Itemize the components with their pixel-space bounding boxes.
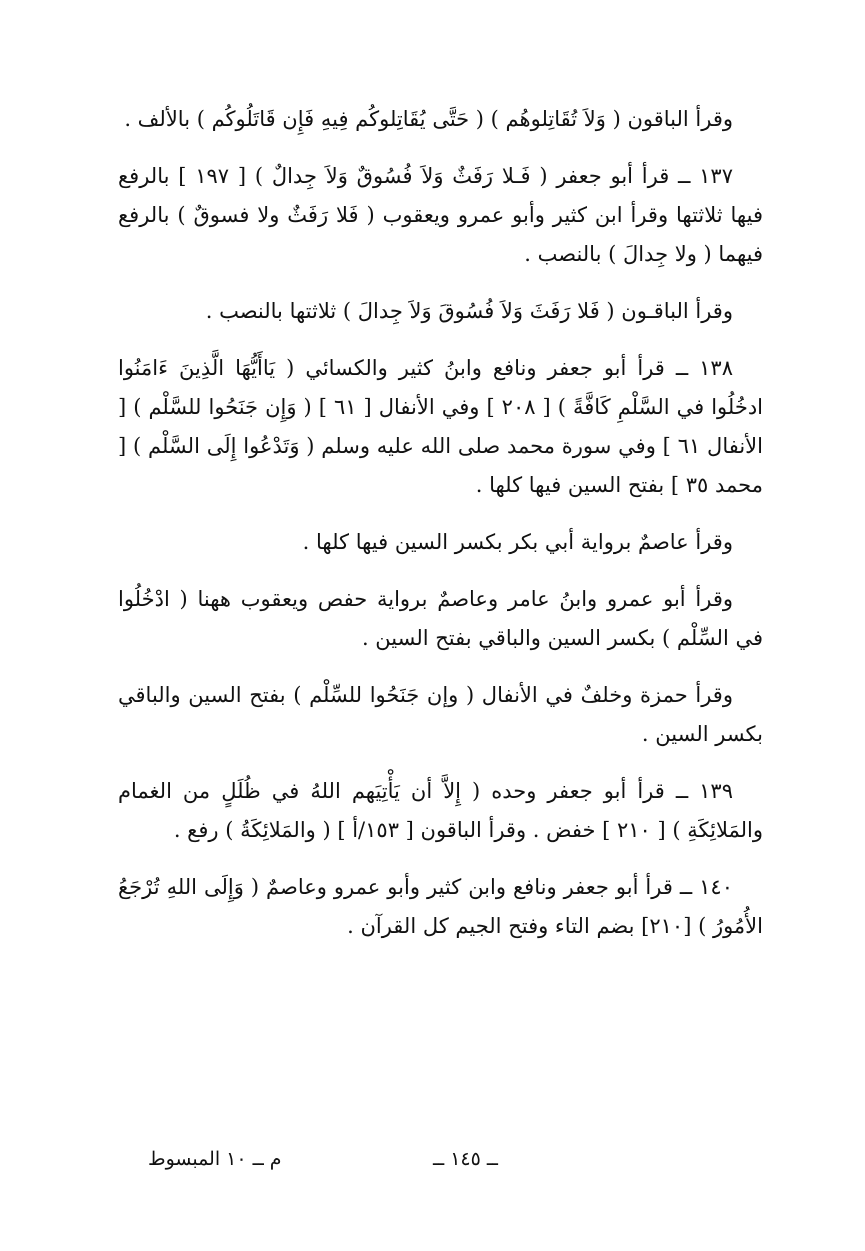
paragraph-138: ١٣٨ ــ قرأ أبو جعفر ونافع وابنُ كثير والكسائي ( يَاأَيُّهَا الَّذِينَ ءَامَنُوا ادخُلُوا في السَّلْمِ كَافَّةً ) [ ٢٠٨ ] وفي الأنفال [ ٦١ ] ( وَإِن جَنَحُوا للسَّلْم ) [ الأنفال ٦١ ] وفي سورة محمد صلى الله عليه وسلم ( وَتَدْعُوا إِلَى السَّلْم ) [ محمد ٣٥ ] بفتح السين فيها كلها .	[118, 356, 764, 497]
paragraph-hamza-khalaf: وقرأ حمزة وخلفٌ في الأنفال ( وإن جَنَحُوا للسِّلْم ) بفتح السين والباقي بكسر السين .	[118, 683, 763, 746]
paragraph-140: ١٤٠ ــ قرأ أبو جعفر ونافع وابن كثير وأبو عمرو وعاصمٌ ( وَإِلَى اللهِ تُرْجَعُ الأُمُورُ ) [٢١٠] بضم التاء وفتح الجيم كل القرآن .	[118, 875, 763, 938]
document-body	[118, 100, 763, 964]
paragraph-abu-amr: وقرأ أبو عمرو وابنُ عامر وعاصمٌ برواية حفص ويعقوب ههنا ( ادْخُلُوا في السِّلْم ) بكسر السين والباقي بفتح السين .	[118, 587, 763, 650]
page-number: ــ ١٤٥ ــ	[433, 1148, 498, 1170]
signature-mark: م ــ ١٠ المبسوط	[148, 1148, 282, 1170]
paragraph-reading-baqun-qital: وقرأ الباقون ( وَلاَ تُقَاتِلوهُم ) ( حَتَّى يُقَاتِلوكُم فِيهِ فَإِن قَاتَلُوكُم ) بالألف .	[124, 107, 733, 131]
page-footer	[118, 1148, 763, 1178]
paragraph-baqun-nasb: وقرأ الباقـون ( فَلا رَفَثَ وَلاَ فُسُوقَ وَلاَ جِدالَ ) ثلاثتها بالنصب .	[205, 299, 733, 323]
paragraph-asim-abu-bakr: وقرأ عاصمٌ برواية أبي بكر بكسر السين فيها كلها .	[302, 530, 733, 554]
paragraph-137: ١٣٧ ــ قرأ أبو جعفر ( فَـلا رَفَثٌ وَلاَ فُسُوقٌ وَلاَ جِدالٌ ) [ ١٩٧ ] بالرفع فيها ثلاثتها وقرأ ابن كثير وأبو عمرو ويعقوب ( فَلا رَفَثٌ ولا فسوقٌ ) بالرفع فيهما ( ولا جِدالَ ) بالنصب .	[118, 164, 763, 266]
paragraph-139: ١٣٩ ــ قرأ أبو جعفر وحده ( إِلاَّ أن يَأْتِيَهم اللهُ في ظُلَلٍ من الغمام والمَلائِكَةِ ) [ ٢١٠ ] خفض . وقرأ الباقون [ ١٥٣/أ ] ( والمَلائِكَةُ ) رفع .	[118, 779, 763, 842]
